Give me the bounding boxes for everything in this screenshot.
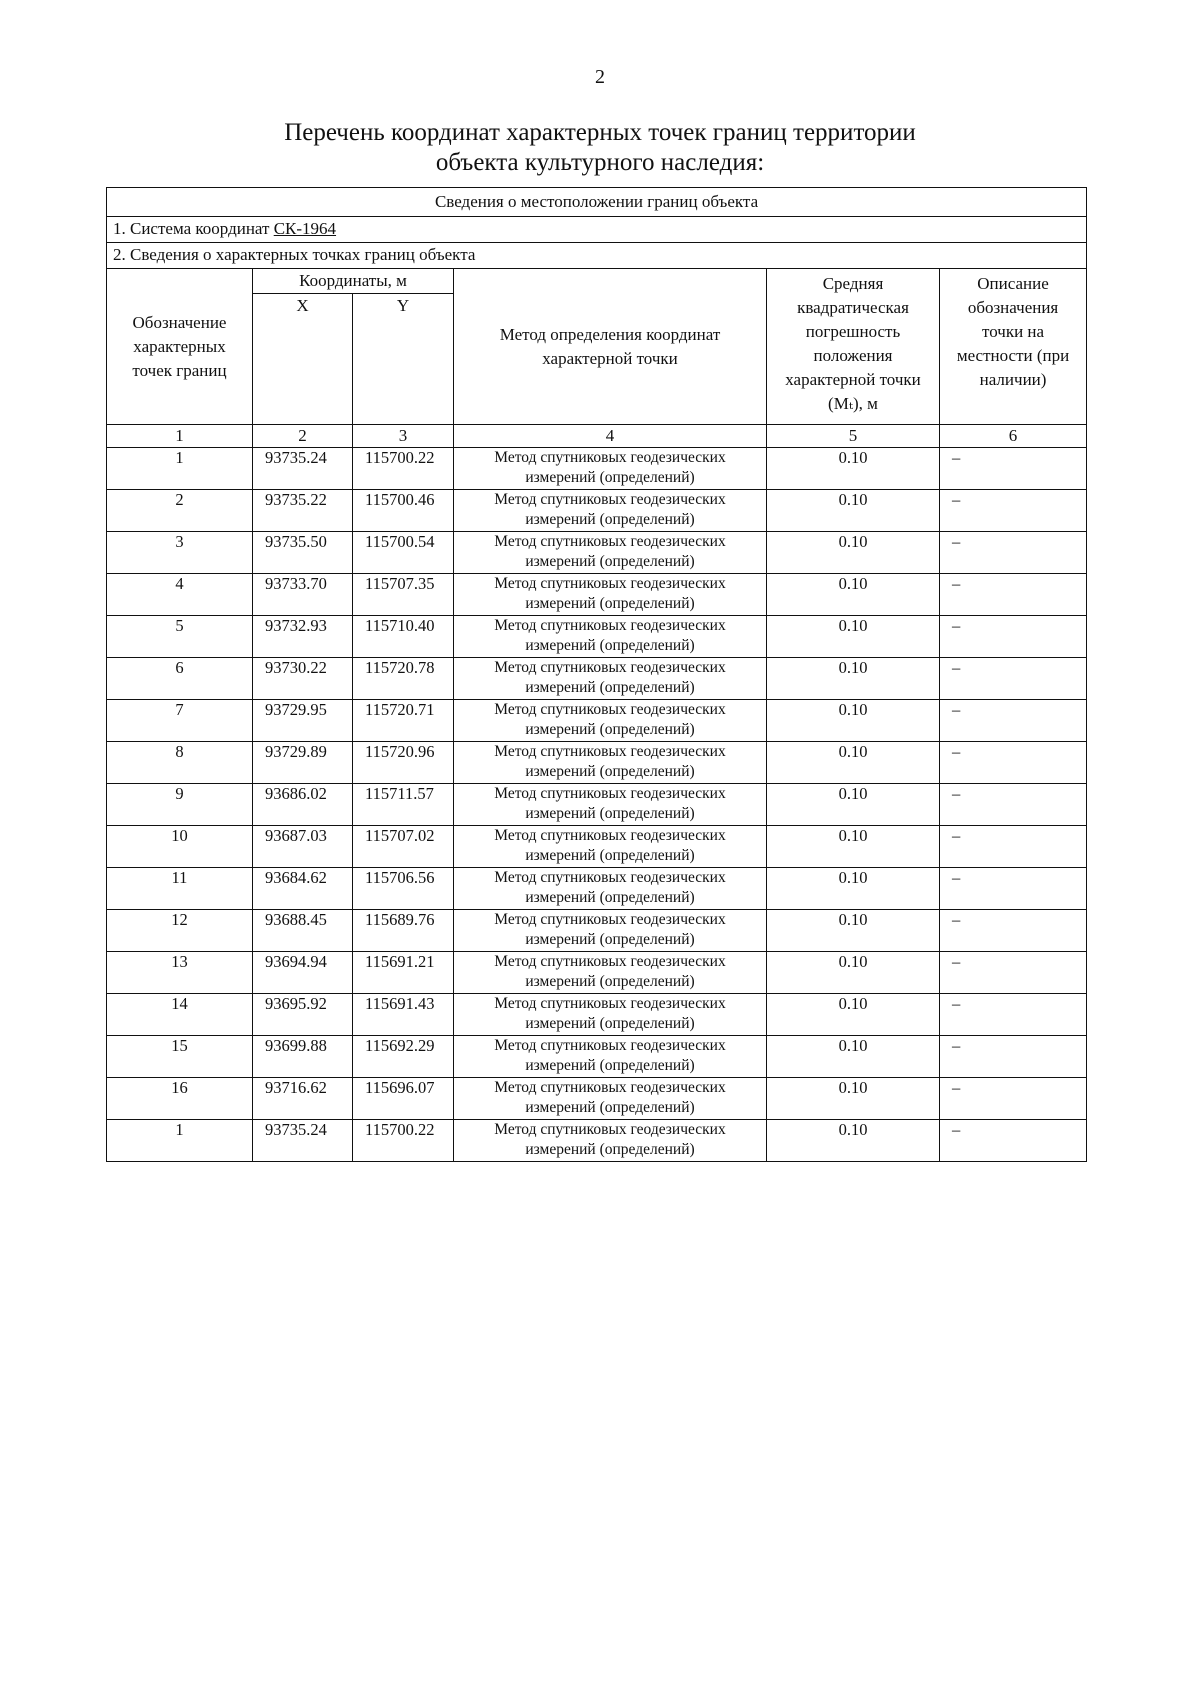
cell-method: Метод спутниковых геодезических измерений (определений): [454, 532, 767, 574]
cell-description: –: [940, 532, 1087, 574]
table-row: [107, 868, 1087, 910]
cell-point: 5: [107, 616, 253, 658]
cell-y: 115691.21: [353, 952, 454, 994]
cell-error: 0.10: [767, 658, 940, 700]
cell-method: Метод спутниковых геодезических измерений (определений): [454, 910, 767, 952]
cell-x: 93729.95: [253, 700, 353, 742]
cell-point: 10: [107, 826, 253, 868]
cell-y: 115689.76: [353, 910, 454, 952]
cell-error: 0.10: [767, 574, 940, 616]
cell-x: 93735.22: [253, 490, 353, 532]
cell-error: 0.10: [767, 448, 940, 490]
cell-error: 0.10: [767, 868, 940, 910]
cell-description: –: [940, 1036, 1087, 1078]
cell-description: –: [940, 448, 1087, 490]
cell-description: –: [940, 658, 1087, 700]
cell-error: 0.10: [767, 826, 940, 868]
cell-x: 93735.50: [253, 532, 353, 574]
cell-y: 115700.54: [353, 532, 454, 574]
cell-method: Метод спутниковых геодезических измерений (определений): [454, 868, 767, 910]
table-row: [107, 490, 1087, 532]
table-row: [107, 658, 1087, 700]
cell-method: Метод спутниковых геодезических измерений (определений): [454, 952, 767, 994]
cell-y: 115710.40: [353, 616, 454, 658]
header-method: Метод определения координат характерной точки: [454, 269, 767, 425]
cell-x: 93694.94: [253, 952, 353, 994]
header-x: X: [253, 294, 353, 425]
table-row: [107, 826, 1087, 868]
cell-description: –: [940, 826, 1087, 868]
cell-point: 9: [107, 784, 253, 826]
cell-x: 93730.22: [253, 658, 353, 700]
header-point: Обозначение характерных точек границ: [107, 269, 253, 425]
cell-point: 2: [107, 490, 253, 532]
cell-y: 115720.71: [353, 700, 454, 742]
cell-error: 0.10: [767, 700, 940, 742]
cell-error: 0.10: [767, 1036, 940, 1078]
cell-point: 3: [107, 532, 253, 574]
cell-method: Метод спутниковых геодезических измерений (определений): [454, 574, 767, 616]
page-number: 2: [595, 66, 605, 88]
cell-y: 115707.02: [353, 826, 454, 868]
cell-error: 0.10: [767, 784, 940, 826]
header-y: Y: [353, 294, 454, 425]
cell-y: 115720.96: [353, 742, 454, 784]
table-caption: Сведения о местоположении границ объекта: [107, 188, 1087, 217]
cell-error: 0.10: [767, 742, 940, 784]
table-row: [107, 448, 1087, 490]
cell-method: Метод спутниковых геодезических измерений (определений): [454, 700, 767, 742]
cell-y: 115691.43: [353, 994, 454, 1036]
cell-description: –: [940, 1120, 1087, 1162]
cell-x: 93688.45: [253, 910, 353, 952]
cell-x: 93695.92: [253, 994, 353, 1036]
cell-x: 93716.62: [253, 1078, 353, 1120]
table-row: [107, 1120, 1087, 1162]
cell-description: –: [940, 490, 1087, 532]
cell-method: Метод спутниковых геодезических измерений (определений): [454, 616, 767, 658]
cell-error: 0.10: [767, 910, 940, 952]
cell-y: 115700.22: [353, 1120, 454, 1162]
header-error: Средняя квадратическая погрешность положения характерной точки (Mₜ), м: [767, 269, 940, 425]
cell-method: Метод спутниковых геодезических измерений (определений): [454, 784, 767, 826]
coord-system-prefix: 1. Система координат: [113, 219, 274, 238]
cell-y: 115696.07: [353, 1078, 454, 1120]
header-description: Описание обозначения точки на местности (при наличии): [940, 269, 1087, 425]
column-number: 2: [253, 425, 353, 448]
cell-point: 7: [107, 700, 253, 742]
title-line-2: объекта культурного наследия:: [435, 149, 765, 176]
cell-error: 0.10: [767, 994, 940, 1036]
column-number: 3: [353, 425, 454, 448]
column-number-row: [107, 425, 1087, 448]
table-row: [107, 784, 1087, 826]
cell-error: 0.10: [767, 490, 940, 532]
cell-x: 93733.70: [253, 574, 353, 616]
cell-method: Метод спутниковых геодезических измерений (определений): [454, 658, 767, 700]
table-row: [107, 742, 1087, 784]
table-row: [107, 532, 1087, 574]
cell-point: 1: [107, 1120, 253, 1162]
cell-y: 115707.35: [353, 574, 454, 616]
cell-x: 93735.24: [253, 1120, 353, 1162]
points-info-row: 2. Сведения о характерных точках границ объекта: [107, 243, 1087, 269]
table-row: [107, 700, 1087, 742]
table-row: [107, 952, 1087, 994]
table-row: [107, 1036, 1087, 1078]
cell-point: 14: [107, 994, 253, 1036]
cell-point: 1: [107, 448, 253, 490]
cell-method: Метод спутниковых геодезических измерений (определений): [454, 490, 767, 532]
cell-description: –: [940, 952, 1087, 994]
cell-x: 93699.88: [253, 1036, 353, 1078]
cell-method: Метод спутниковых геодезических измерений (определений): [454, 1036, 767, 1078]
cell-point: 15: [107, 1036, 253, 1078]
cell-method: Метод спутниковых геодезических измерений (определений): [454, 1078, 767, 1120]
cell-y: 115692.29: [353, 1036, 454, 1078]
cell-y: 115706.56: [353, 868, 454, 910]
cell-description: –: [940, 910, 1087, 952]
cell-method: Метод спутниковых геодезических измерений (определений): [454, 826, 767, 868]
cell-method: Метод спутниковых геодезических измерений (определений): [454, 448, 767, 490]
cell-x: 93687.03: [253, 826, 353, 868]
cell-description: –: [940, 784, 1087, 826]
document-title: [0, 118, 1200, 178]
coord-system-row: [107, 217, 1087, 243]
cell-point: 4: [107, 574, 253, 616]
cell-x: 93732.93: [253, 616, 353, 658]
cell-description: –: [940, 742, 1087, 784]
cell-method: Метод спутниковых геодезических измерений (определений): [454, 1120, 767, 1162]
table-row: [107, 574, 1087, 616]
cell-description: –: [940, 868, 1087, 910]
table-row: [107, 616, 1087, 658]
cell-y: 115700.46: [353, 490, 454, 532]
cell-point: 13: [107, 952, 253, 994]
table-row: [107, 994, 1087, 1036]
cell-description: –: [940, 700, 1087, 742]
table-row: [107, 910, 1087, 952]
title-line-1: Перечень координат характерных точек границ территории: [284, 119, 916, 146]
cell-x: 93686.02: [253, 784, 353, 826]
cell-point: 12: [107, 910, 253, 952]
cell-point: 11: [107, 868, 253, 910]
cell-method: Метод спутниковых геодезических измерений (определений): [454, 994, 767, 1036]
cell-description: –: [940, 1078, 1087, 1120]
cell-error: 0.10: [767, 952, 940, 994]
cell-y: 115700.22: [353, 448, 454, 490]
cell-point: 6: [107, 658, 253, 700]
column-number: 4: [454, 425, 767, 448]
cell-error: 0.10: [767, 532, 940, 574]
cell-error: 0.10: [767, 1120, 940, 1162]
cell-error: 0.10: [767, 1078, 940, 1120]
cell-y: 115711.57: [353, 784, 454, 826]
coord-system-value: СК-1964: [273, 219, 337, 238]
column-number: 6: [940, 425, 1087, 448]
cell-x: 93735.24: [253, 448, 353, 490]
column-number: 5: [767, 425, 940, 448]
header-coords: Координаты, м: [253, 269, 454, 294]
cell-description: –: [940, 616, 1087, 658]
cell-description: –: [940, 994, 1087, 1036]
cell-point: 16: [107, 1078, 253, 1120]
cell-method: Метод спутниковых геодезических измерений (определений): [454, 742, 767, 784]
cell-description: –: [940, 574, 1087, 616]
cell-x: 93684.62: [253, 868, 353, 910]
cell-point: 8: [107, 742, 253, 784]
column-number: 1: [107, 425, 253, 448]
cell-x: 93729.89: [253, 742, 353, 784]
table-row: [107, 1078, 1087, 1120]
cell-error: 0.10: [767, 616, 940, 658]
coordinates-table: [106, 187, 1087, 1162]
cell-y: 115720.78: [353, 658, 454, 700]
